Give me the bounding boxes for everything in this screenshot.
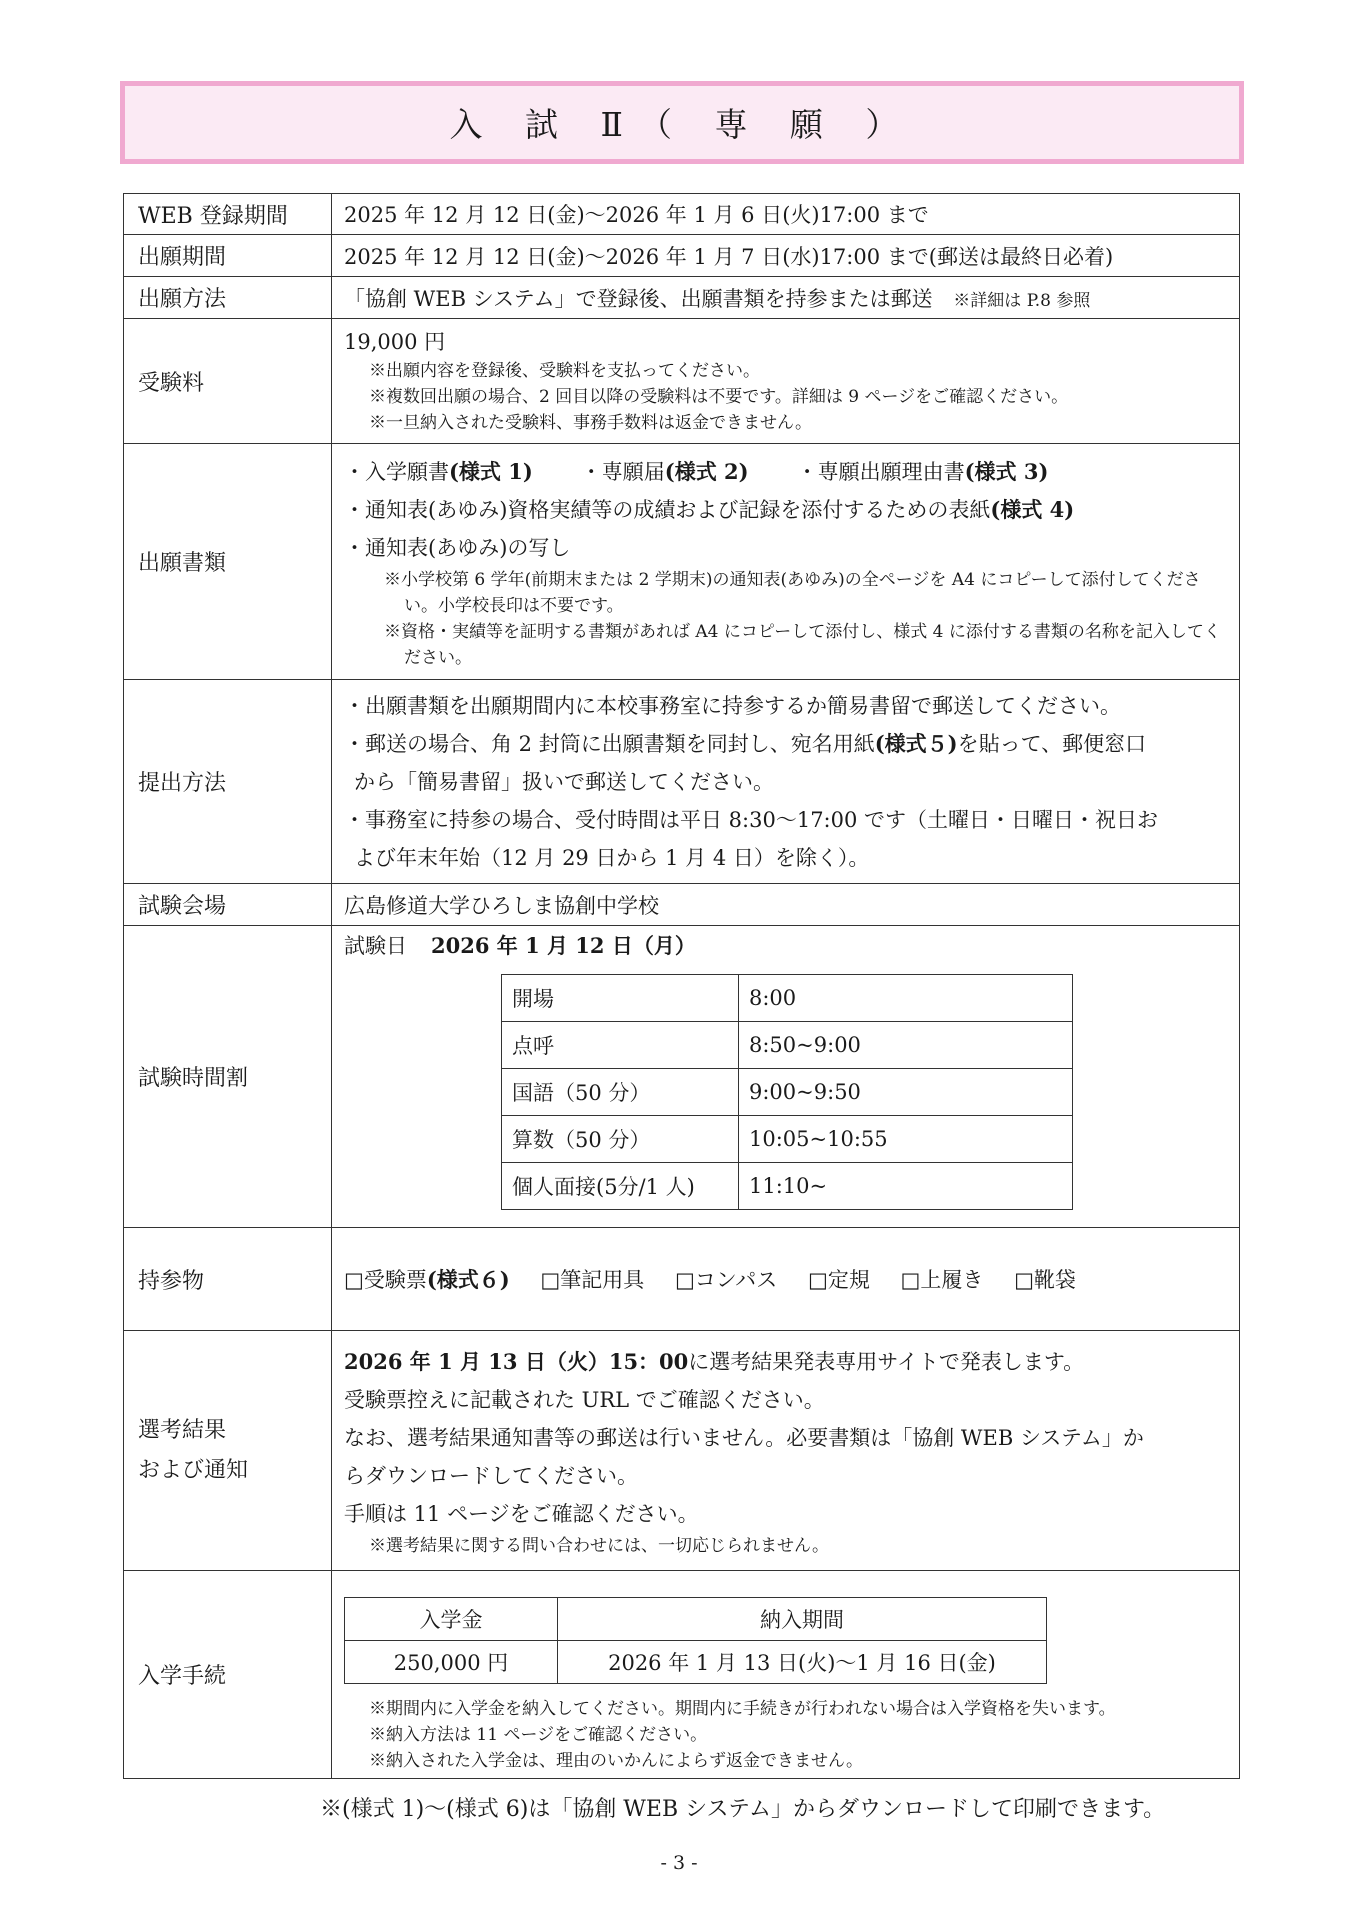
row-application-documents: [124, 444, 1240, 680]
value-exam-fee: [332, 319, 1240, 444]
forms-footnote: ※(様式 1)～(様式 6)は「協創 WEB システム」からダウンロードして印刷できます。: [320, 1797, 1166, 1822]
schedule-row: [502, 1069, 1073, 1116]
fee-amount: 19,000 円: [344, 330, 446, 354]
schedule-table: [501, 974, 1073, 1210]
fee-header-row: [345, 1598, 1047, 1641]
page-title-box: [120, 81, 1244, 164]
bring-item: □受験票(様式６): [344, 1267, 510, 1292]
docs-line-2: [344, 491, 1233, 529]
submit-line: ・郵送の場合、角 2 封筒に出願書類を同封し、宛名用紙(様式５)を貼って、郵便窓口: [344, 730, 1147, 756]
doc-form-ref: (様式 3): [964, 458, 1049, 484]
label-selection-results: 選考結果 および通知: [124, 1331, 332, 1571]
row-application-period: [124, 235, 1240, 277]
result-line: 手順は 11 ページをご確認ください。: [344, 1501, 699, 1526]
value-selection-results: [332, 1331, 1240, 1571]
schedule-row: [502, 975, 1073, 1022]
bring-item: □靴袋: [1014, 1268, 1076, 1292]
fee-header: 入学金: [345, 1598, 558, 1641]
submit-line: ・出願書類を出願期間内に本校事務室に持参するか簡易書留で郵送してください。: [344, 693, 1121, 718]
docs-note-1: ※小学校第 6 学年(前期末または 2 学期末)の通知表(あゆみ)の全ページを A4 にコピーして添付してください。小学校長印は不要です。: [384, 569, 1201, 616]
fee-note: ※出願内容を登録後、受験料を支払ってください。: [369, 361, 760, 381]
schedule-item: 国語（50 分）: [502, 1069, 739, 1116]
label-items-to-bring: 持参物: [124, 1228, 332, 1331]
submit-line: から「簡易書留」扱いで郵送してください。: [354, 769, 774, 794]
admission-note: ※期間内に入学金を納入してください。期間内に手続きが行われない場合は入学資格を失います。: [369, 1699, 1116, 1719]
label-exam-venue: 試験会場: [124, 884, 332, 926]
page-number: - 3 -: [660, 1852, 698, 1874]
value-application-method: [332, 277, 1240, 319]
fee-period: 2026 年 1 月 13 日(火)～1 月 16 日(金): [558, 1641, 1047, 1684]
result-line: らダウンロードしてください。: [344, 1463, 638, 1488]
value-submission-method: [332, 680, 1240, 884]
row-admission-procedure: [124, 1571, 1240, 1779]
schedule-row: [502, 1022, 1073, 1069]
value-web-registration: 2025 年 12 月 12 日(金)～2026 年 1 月 6 日(火)17:00 まで: [332, 194, 1240, 235]
row-web-registration: [124, 194, 1240, 235]
label-exam-schedule: 試験時間割: [124, 926, 332, 1228]
label-web-registration: WEB 登録期間: [124, 194, 332, 235]
page-title: 入 試 Ⅱ（ 専 願 ）: [449, 105, 915, 144]
admission-note: ※納入された入学金は、理由のいかんによらず返金できません。: [369, 1751, 864, 1771]
doc-form-ref: (様式 4): [990, 496, 1075, 522]
bring-item: □定規: [808, 1268, 870, 1292]
schedule-time: 10:05~10:55: [739, 1116, 1073, 1163]
admission-note: ※納入方法は 11 ページをご確認ください。: [369, 1725, 708, 1745]
schedule-item: 算数（50 分）: [502, 1116, 739, 1163]
row-exam-venue: [124, 884, 1240, 926]
bring-item: □コンパス: [674, 1268, 778, 1292]
schedule-row: [502, 1116, 1073, 1163]
bring-item: □筆記用具: [540, 1268, 645, 1292]
value-admission-procedure: [332, 1571, 1240, 1779]
exam-date-prefix: 試験日: [344, 934, 407, 958]
result-line: 2026 年 1 月 13 日（火）15：00に選考結果発表専用サイトで発表します。: [344, 1348, 1085, 1374]
docs-note-2: ※資格・実績等を証明する書類があれば A4 にコピーして添付し、様式 4 に添付する書類の名称を記入してください。: [384, 621, 1221, 668]
fee-note: ※一旦納入された受験料、事務手数料は返金できません。: [369, 413, 813, 433]
label-application-period: 出願期間: [124, 235, 332, 277]
row-items-to-bring: [124, 1228, 1240, 1331]
row-submission-method: [124, 680, 1240, 884]
schedule-time: 11:10~: [739, 1163, 1073, 1210]
docs-line-3: ・通知表(あゆみ)の写し: [344, 535, 571, 560]
bring-item: □上履き: [900, 1268, 984, 1292]
row-exam-schedule: [124, 926, 1240, 1228]
schedule-item: 開場: [502, 975, 739, 1022]
doc-item: ・通知表(あゆみ)資格実績等の成績および記録を添付するための表紙: [344, 497, 991, 522]
row-exam-fee: [124, 319, 1240, 444]
admission-fee-table: [344, 1597, 1047, 1684]
doc-item: ・専願出願理由書: [796, 459, 965, 484]
value-application-documents: [332, 444, 1240, 680]
value-application-period: 2025 年 12 月 12 日(金)～2026 年 1 月 7 日(水)17:00 まで(郵送は最終日必着): [332, 235, 1240, 277]
doc-item: ・専願届: [580, 459, 665, 484]
label-admission-procedure: 入学手続: [124, 1571, 332, 1779]
submit-line: よび年末年始（12 月 29 日から 1 月 4 日）を除く）。: [354, 845, 870, 870]
result-date: 2026 年 1 月 13 日（火）15：00: [344, 1348, 689, 1374]
fee-note: ※複数回出願の場合、2 回目以降の受験料は不要です。詳細は 9 ページをご確認ください。: [369, 387, 1069, 407]
schedule-item: 点呼: [502, 1022, 739, 1069]
doc-item: ・入学願書: [344, 459, 449, 484]
method-note: ※詳細は P.8 参照: [953, 290, 1091, 311]
label-exam-fee: 受験料: [124, 319, 332, 444]
method-text: 「協創 WEB システム」で登録後、出願書類を持参または郵送: [344, 286, 933, 311]
row-selection-results: [124, 1331, 1240, 1571]
value-exam-schedule: [332, 926, 1240, 1228]
fee-value-row: [345, 1641, 1047, 1684]
value-items-to-bring: [332, 1228, 1240, 1331]
label-application-documents: 出願書類: [124, 444, 332, 680]
submit-line: ・事務室に持参の場合、受付時間は平日 8:30～17:00 です（土曜日・日曜日・祝日お: [344, 807, 1159, 832]
label-submission-method: 提出方法: [124, 680, 332, 884]
result-line: 受験票控えに記載された URL でご確認ください。: [344, 1387, 825, 1412]
fee-amount: 250,000 円: [345, 1641, 558, 1684]
exam-date: 2026 年 1 月 12 日（月）: [431, 933, 696, 958]
exam-date-line: [344, 926, 1233, 966]
doc-form-ref: (様式 2): [664, 458, 749, 484]
row-application-method: [124, 277, 1240, 319]
value-exam-venue: 広島修道大学ひろしま協創中学校: [332, 884, 1240, 926]
docs-line-1: [344, 453, 1233, 491]
info-table: [123, 193, 1240, 1779]
schedule-time: 8:00: [739, 975, 1073, 1022]
schedule-time: 8:50~9:00: [739, 1022, 1073, 1069]
result-note: ※選考結果に関する問い合わせには、一切応じられません。: [369, 1535, 830, 1556]
label-application-method: 出願方法: [124, 277, 332, 319]
schedule-row: [502, 1163, 1073, 1210]
schedule-time: 9:00~9:50: [739, 1069, 1073, 1116]
fee-header: 納入期間: [558, 1598, 1047, 1641]
doc-form-ref: (様式 1): [449, 458, 533, 484]
result-line: なお、選考結果通知書等の郵送は行いません。必要書類は「協創 WEB システム」か: [344, 1425, 1144, 1450]
submit-form-ref: (様式５): [874, 730, 958, 756]
schedule-item: 個人面接(5分/1 人): [502, 1163, 739, 1210]
